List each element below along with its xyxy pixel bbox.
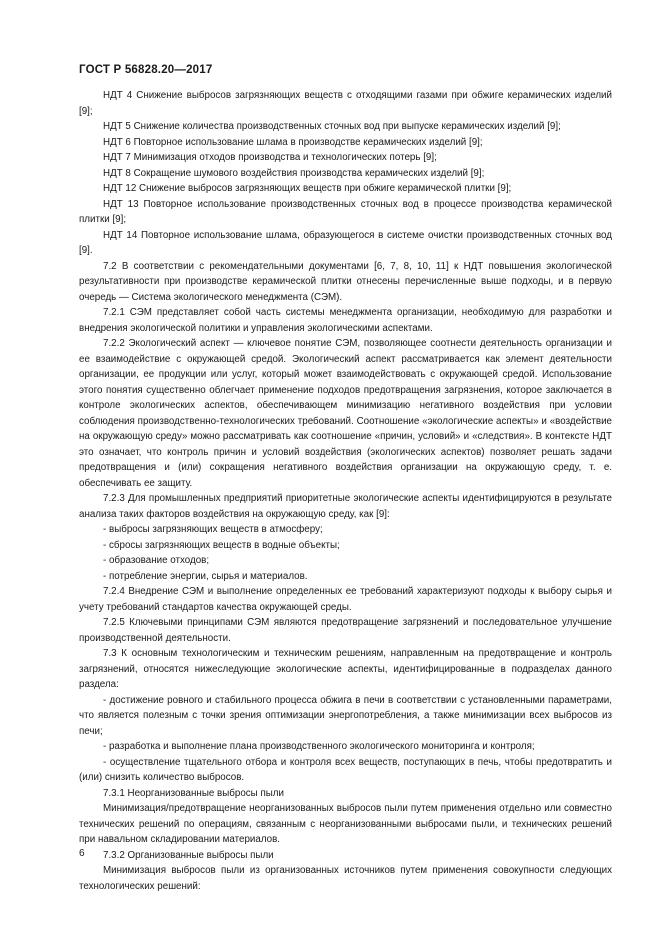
paragraph-7-2-2: 7.2.2 Экологический аспект — ключевое понятие СЭМ, позволяющее соотнести деятельность организации и ее взаимодействие с окружающей средой. Экологический аспект рассматривается как элемент деятельности организации, ее продукции или услуг, который может взаимодействовать с окружающей средой. Использование этого понятия существенно облегчает применение подходов предотвращения загрязнения, которое заключается в контроле экологических аспектов, обеспечивающем минимизацию негативного воздействия при условии соблюдения производственно-технологических требований. Соотношение «экологические аспекты» и «воздействие на окружающую среду» можно рассматривать как соотношение «причин, условий» и «следствия». В контексте НДТ это означает, что контроль причин и условий воздействия (экологических аспектов) позволяет решать задачи предотвращения и (или) сокращения негативного воздействия организации на окружающую среду, т. е. обеспечивать ее защиту. <box>79 338 612 489</box>
list-item: - образование отходов; <box>103 555 210 566</box>
document-code-header: ГОСТ Р 56828.20—2017 <box>79 64 213 76</box>
list-item: - сбросы загрязняющих веществ в водные объекты; <box>103 539 340 551</box>
list-item: - достижение ровного и стабильного процесса обжига в печи в соответствии с установленными параметрами, что является полезным с точки зрения оптимизации энергопотребления, а также минимизации всех выбросов из печи; <box>79 694 612 737</box>
list-item: - разработка и выполнение плана производственного экологического мониторинга и контроля; <box>103 741 535 752</box>
document-body <box>79 88 612 894</box>
subsection-heading-7-3-2: 7.3.2 Организованные выбросы пыли <box>103 849 274 861</box>
page-number: 6 <box>79 848 85 859</box>
paragraph-ndt7: НДТ 7 Минимизация отходов производства и технологических потерь [9]; <box>103 152 437 163</box>
paragraph-7-2-1: 7.2.1 СЭМ представляет собой часть системы менеджмента организации, необходимую для разработки и внедрения экологической политики и управления экологическими аспектами. <box>79 307 612 334</box>
paragraph-7-3-1-text: Минимизация/предотвращение неорганизованных выбросов пыли путем применения отдельно или совместно технических решений по операциям, связанным с неорганизованными выбросами пыли, и технических решений при навальном складировании материалов. <box>79 803 612 845</box>
paragraph-ndt12: НДТ 12 Снижение выбросов загрязняющих веществ при обжиге керамической плитки [9]; <box>103 183 512 194</box>
paragraph-ndt13: НДТ 13 Повторное использование производственных сточных вод в процессе производства керамической плитки [9]; <box>79 198 612 225</box>
paragraph-ndt8: НДТ 8 Сокращение шумового воздействия производства керамических изделий [9]; <box>103 167 485 179</box>
list-item: - потребление энергии, сырья и материалов. <box>103 570 308 582</box>
paragraph-7-2: 7.2 В соответствии с рекомендательными документами [6, 7, 8, 10, 11] к НДТ повышения экологической результативности при производстве керамической плитки отнесены перечисленные выше подходы, и в первую очередь — Система экологического менеджмента (СЭМ). <box>79 260 612 303</box>
paragraph-7-2-4: 7.2.4 Внедрение СЭМ и выполнение определенных ее требований характеризуют подходы к выбору сырья и учету требований стандартов качества окружающей среды. <box>79 586 612 613</box>
list-item: - осуществление тщательного отбора и контроля всех веществ, поступающих в печь, чтобы предотвратить и (или) снизить количество выбросов. <box>79 756 612 783</box>
paragraph-7-2-3: 7.2.3 Для промышленных предприятий приоритетные экологические аспекты идентифицируются в результате анализа таких факторов воздействия на окружающую среду, как [9]: <box>79 493 612 520</box>
subsection-heading-7-3-1: 7.3.1 Неорганизованные выбросы пыли <box>103 787 284 799</box>
paragraph-ndt5: НДТ 5 Снижение количества производственных сточных вод при выпуске керамических изделий [9]; <box>103 121 561 132</box>
list-item: - выбросы загрязняющих веществ в атмосферу; <box>103 524 323 535</box>
paragraph-7-3: 7.3 К основным технологическим и техническим решениям, направленным на предотвращение и контроль загрязнений, относятся нижеследующие экологические аспекты, идентифицированные в подразделах данного раздела: <box>79 648 612 690</box>
paragraph-7-2-5: 7.2.5 Ключевыми принципами СЭМ являются предотвращение загрязнений и последовательное улучшение производственной деятельности. <box>79 617 612 644</box>
paragraph-ndt4: НДТ 4 Снижение выбросов загрязняющих веществ с отходящими газами при обжиге керамических изделий [9]; <box>79 90 612 117</box>
paragraph-ndt14: НДТ 14 Повторное использование шлама, образующегося в системе очистки производственных сточных вод [9]. <box>79 229 612 256</box>
paragraph-7-3-2-text: Минимизация выбросов пыли из организованных источников путем применения совокупности следующих технологических решений: <box>79 865 612 892</box>
paragraph-ndt6: НДТ 6 Повторное использование шлама в производстве керамических изделий [9]; <box>103 136 483 148</box>
